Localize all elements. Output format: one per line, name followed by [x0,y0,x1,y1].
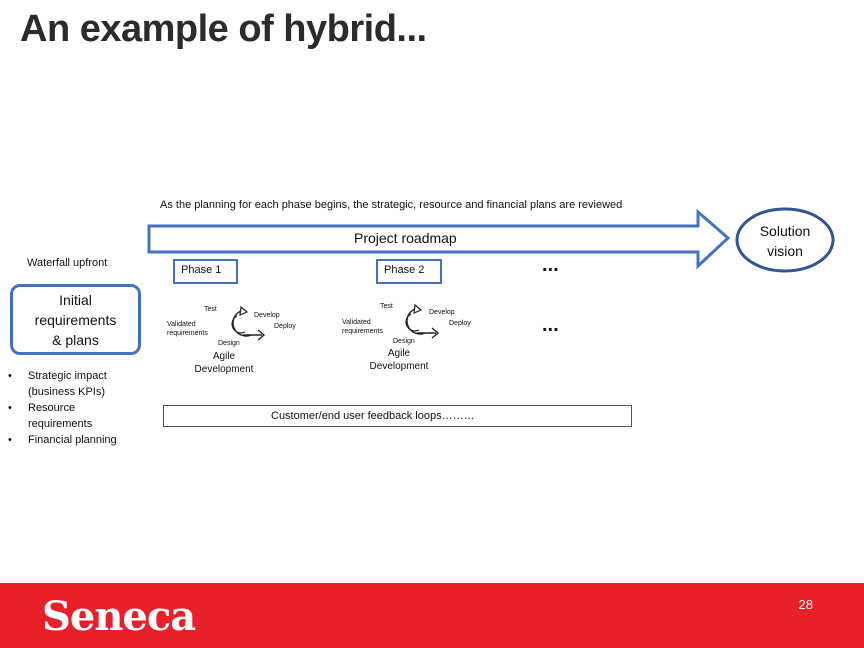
initial-requirements-label [10,290,141,350]
solution-vision-line-1: Solution [759,223,811,239]
roadmap-label: Project roadmap [354,230,457,246]
phase-2-label: Phase 2 [384,264,425,276]
solution-vision-label [737,221,833,261]
cycle-1-test: Test [204,306,217,313]
phase-1-label: Phase 1 [181,264,222,276]
page-number: 28 [798,597,813,612]
cycle-1-deploy: Deploy [274,323,296,330]
footer-bar [0,583,864,648]
slide-title: An example of hybrid... [20,8,427,50]
ellipsis-cycles: ... [542,314,559,336]
cycle-1-validated: Validated requirements [167,321,208,337]
cycle-1-design: Design [218,340,240,347]
waterfall-label: Waterfall upfront [27,257,108,269]
roadmap-caption: As the planning for each phase begins, the strategic, resource and financial plans are reviewed [160,199,623,211]
initial-line-1: Initial [59,292,92,308]
cycle-1-develop: Develop [254,312,280,319]
cycle-2-develop: Develop [429,309,455,316]
bullet-strategic-impact: • Strategic impact (business KPIs) [8,368,117,400]
cycle-2-design: Design [393,338,415,345]
agile-label-2: Agile Development [369,348,429,372]
initial-line-3: & plans [52,332,99,348]
agile-cycle-icon-1 [218,305,278,345]
ellipsis-phases: ... [542,254,559,276]
bullet-resource-requirements: • Resource requirements [8,400,117,432]
initial-plan-bullets [8,368,117,448]
cycle-2-validated: Validated requirements [342,319,383,335]
cycle-2-deploy: Deploy [449,320,471,327]
bullet-financial-planning: • Financial planning [8,432,117,448]
agile-label-1: Agile Development [194,351,254,375]
seneca-logo: Seneca [42,593,196,640]
initial-line-2: requirements [34,312,117,328]
cycle-2-test: Test [380,303,393,310]
solution-vision-line-2: vision [767,243,803,259]
feedback-loop-label: Customer/end user feedback loops……… [271,410,475,422]
